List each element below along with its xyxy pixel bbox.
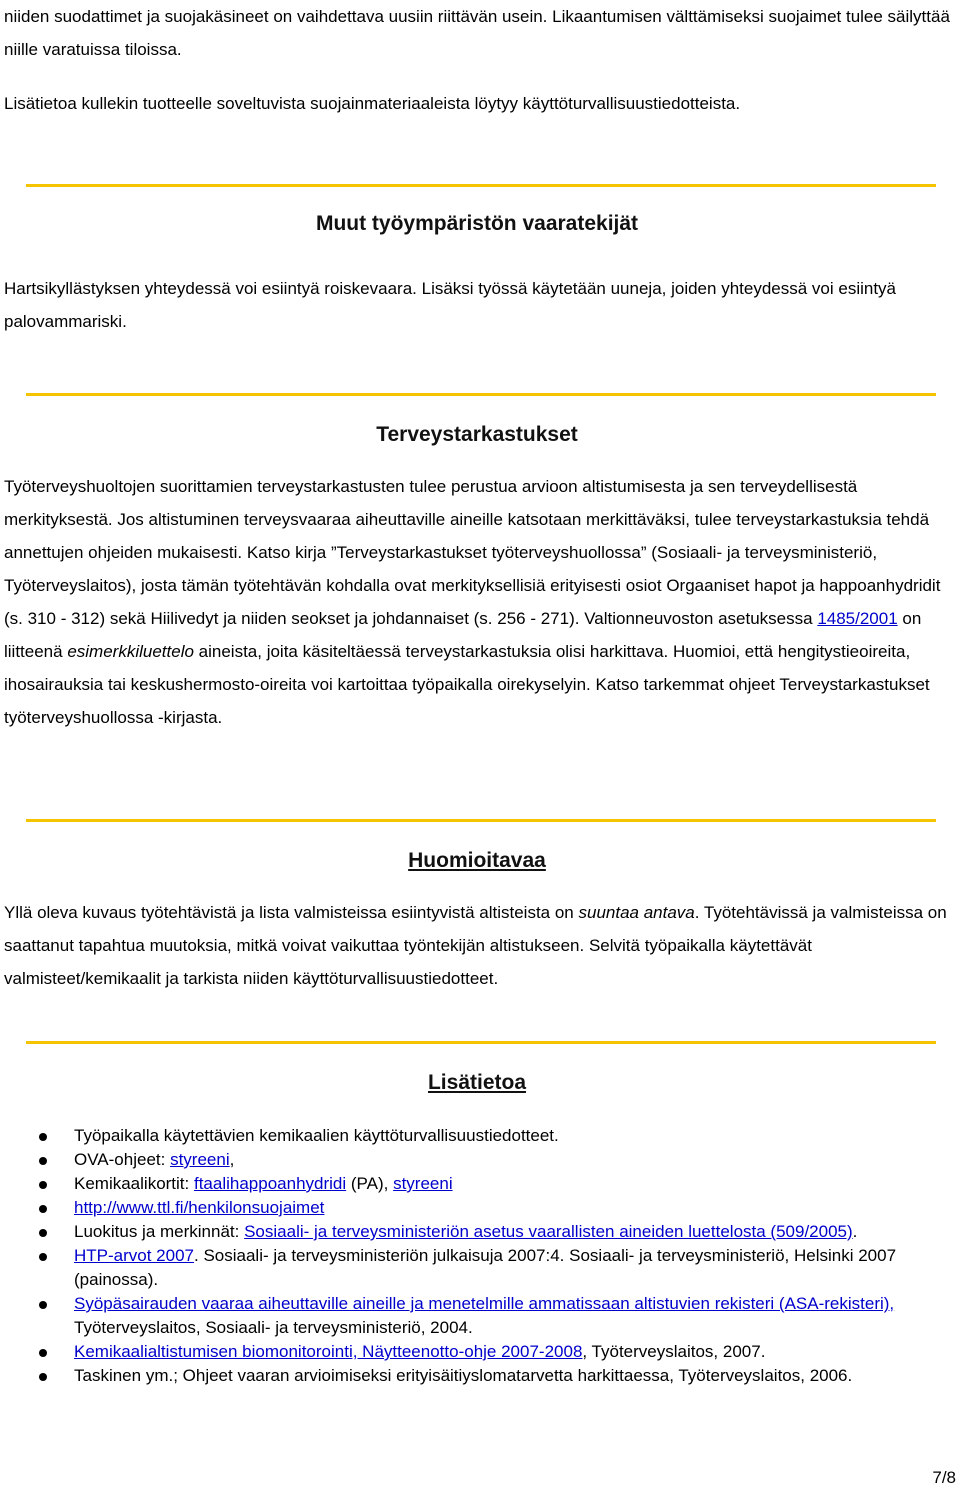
- intro-paragraph-2: Lisätietoa kullekin tuotteelle soveltuvista suojainmateriaaleista löytyy käyttöturvallisuustiedotteista.: [4, 94, 741, 113]
- list-item: OVA-ohjeet: styreeni,: [4, 1148, 950, 1172]
- section-divider: [26, 184, 936, 187]
- list-item: Työpaikalla käytettävien kemikaalien käyttöturvallisuustiedotteet.: [4, 1124, 950, 1148]
- bullet-icon: [39, 1373, 47, 1381]
- classification-decree-link[interactable]: Sosiaali- ja terveysministeriön asetus vaarallisten aineiden luettelosta (509/2005): [244, 1222, 853, 1241]
- bullet-icon: [39, 1157, 47, 1165]
- bullet-icon: [39, 1229, 47, 1237]
- list-item: Taskinen ym.; Ohjeet vaaran arvioimiseksi erityisäitiyslomatarvetta harkittaessa, Työterveyslaitos, 2006.: [4, 1364, 950, 1388]
- section-heading-hazards: Muut työympäristön vaaratekijät: [315, 212, 639, 235]
- card-pa-link[interactable]: ftaalihappoanhydridi: [193, 1174, 347, 1193]
- intro-paragraph: niiden suodattimet ja suojakäsineet on vaihdettava uusiin riittävän usein. Likaantumisen välttämiseksi suojaimet tulee säilyttää niille varatuissa tiloissa.: [4, 7, 950, 59]
- bullet-icon: [39, 1301, 47, 1309]
- asa-register-link[interactable]: Syöpäsairauden vaaraa aiheuttaville aineille ja menetelmille ammatissaan altistuvien rekisteri (ASA-rekisteri),: [74, 1294, 895, 1313]
- section-divider: [26, 819, 936, 822]
- decree-link[interactable]: 1485/2001: [817, 609, 898, 628]
- ttl-url-link[interactable]: http://www.ttl.fi/henkilonsuojaimet: [74, 1198, 325, 1217]
- bullet-icon: [39, 1133, 47, 1141]
- section-divider: [26, 1041, 936, 1044]
- list-item: [4, 1196, 950, 1220]
- list-item: Kemikaalikortit: ftaalihappoanhydridi (PA), styreeni: [4, 1172, 950, 1196]
- list-item: Kemikaalialtistumisen biomonitorointi, Näytteenotto-ohje 2007-2008, Työterveyslaitos, 2007.: [4, 1340, 950, 1364]
- more-info-list: [4, 1124, 950, 1388]
- section-heading-health-checks: Terveystarkastukset: [376, 423, 578, 446]
- list-item: Syöpäsairauden vaaraa aiheuttaville aineille ja menetelmille ammatissaan altistuvien rekisteri (ASA-rekisteri), Työterveyslaitos, Sosiaali- ja terveysministeriö, 2004.: [4, 1292, 950, 1340]
- list-item: Luokitus ja merkinnät: Sosiaali- ja terveysministeriön asetus vaarallisten aineiden luettelosta (509/2005).: [4, 1220, 950, 1244]
- section-heading-more-info: Lisätietoa: [427, 1071, 527, 1094]
- page-number: 7/8: [932, 1468, 956, 1487]
- list-item: HTP-arvot 2007. Sosiaali- ja terveysministeriön julkaisuja 2007:4. Sosiaali- ja terveysministeriö, Helsinki 2007 (painossa).: [4, 1244, 950, 1292]
- card-styreeni-link[interactable]: styreeni: [393, 1174, 453, 1193]
- bullet-icon: [39, 1253, 47, 1261]
- hazards-paragraph: Hartsikyllästyksen yhteydessä voi esiintyä roiskevaara. Lisäksi työssä käytetään uuneja, joiden yhteydessä voi esiintyä palovammariski.: [4, 279, 897, 331]
- bullet-icon: [39, 1181, 47, 1189]
- bullet-icon: [39, 1205, 47, 1213]
- ova-styreeni-link[interactable]: styreeni: [170, 1150, 230, 1169]
- health-checks-paragraph: Työterveyshuoltojen suorittamien terveystarkastusten tulee perustua arvioon altistumisesta ja sen terveydellisestä merkityksestä. Jos altistuminen terveysvaaraa aiheuttaville aineille katsotaan merkittäväksi, tulee terveystarkastuksia tehdä annettujen ohjeiden mukaisesti. Katso kirja ”Terveystarkastukset työterveyshuollossa” (Sosiaali- ja terveysministeriö, Työterveyslaitos), josta tämän työtehtävän kohdalla ovat merkityksellisiä erityisesti osiot Orgaaniset hapot ja happoanhydridit (s. 310 - 312) sekä Hiilivedyt ja niiden seokset ja johdannaiset (s. 256 - 271). Valtionneuvoston asetuksessa 1485/2001 on liitteenä esimerkkiluettelo aineista, joita käsiteltäessä terveystarkastuksia olisi harkittava. Huomioi, että hengitystieoireita, ihosairauksia tai keskushermosto-oireita voi kartoittaa työpaikalla oirekyselyin. Katso tarkemmat ohjeet Terveystarkastukset työterveyshuollossa -kirjasta.: [4, 477, 941, 727]
- htp-link[interactable]: HTP-arvot 2007: [74, 1246, 194, 1265]
- section-heading-notes: Huomioitavaa: [408, 849, 546, 872]
- bullet-icon: [39, 1349, 47, 1357]
- notes-paragraph: Yllä oleva kuvaus työtehtävistä ja lista valmisteissa esiintyvistä altisteista on suuntaa antava. Työtehtävissä ja valmisteissa on saattanut tapahtua muutoksia, mitkä voivat vaikuttaa työntekijän altistukseen. Selvitä työpaikalla käytettävät valmisteet/kemikaalit ja tarkista niiden käyttöturvallisuustiedotteet.: [4, 903, 947, 988]
- section-divider: [26, 393, 936, 396]
- biomonitoring-link[interactable]: Kemikaalialtistumisen biomonitorointi, Näytteenotto-ohje 2007-2008: [74, 1342, 583, 1361]
